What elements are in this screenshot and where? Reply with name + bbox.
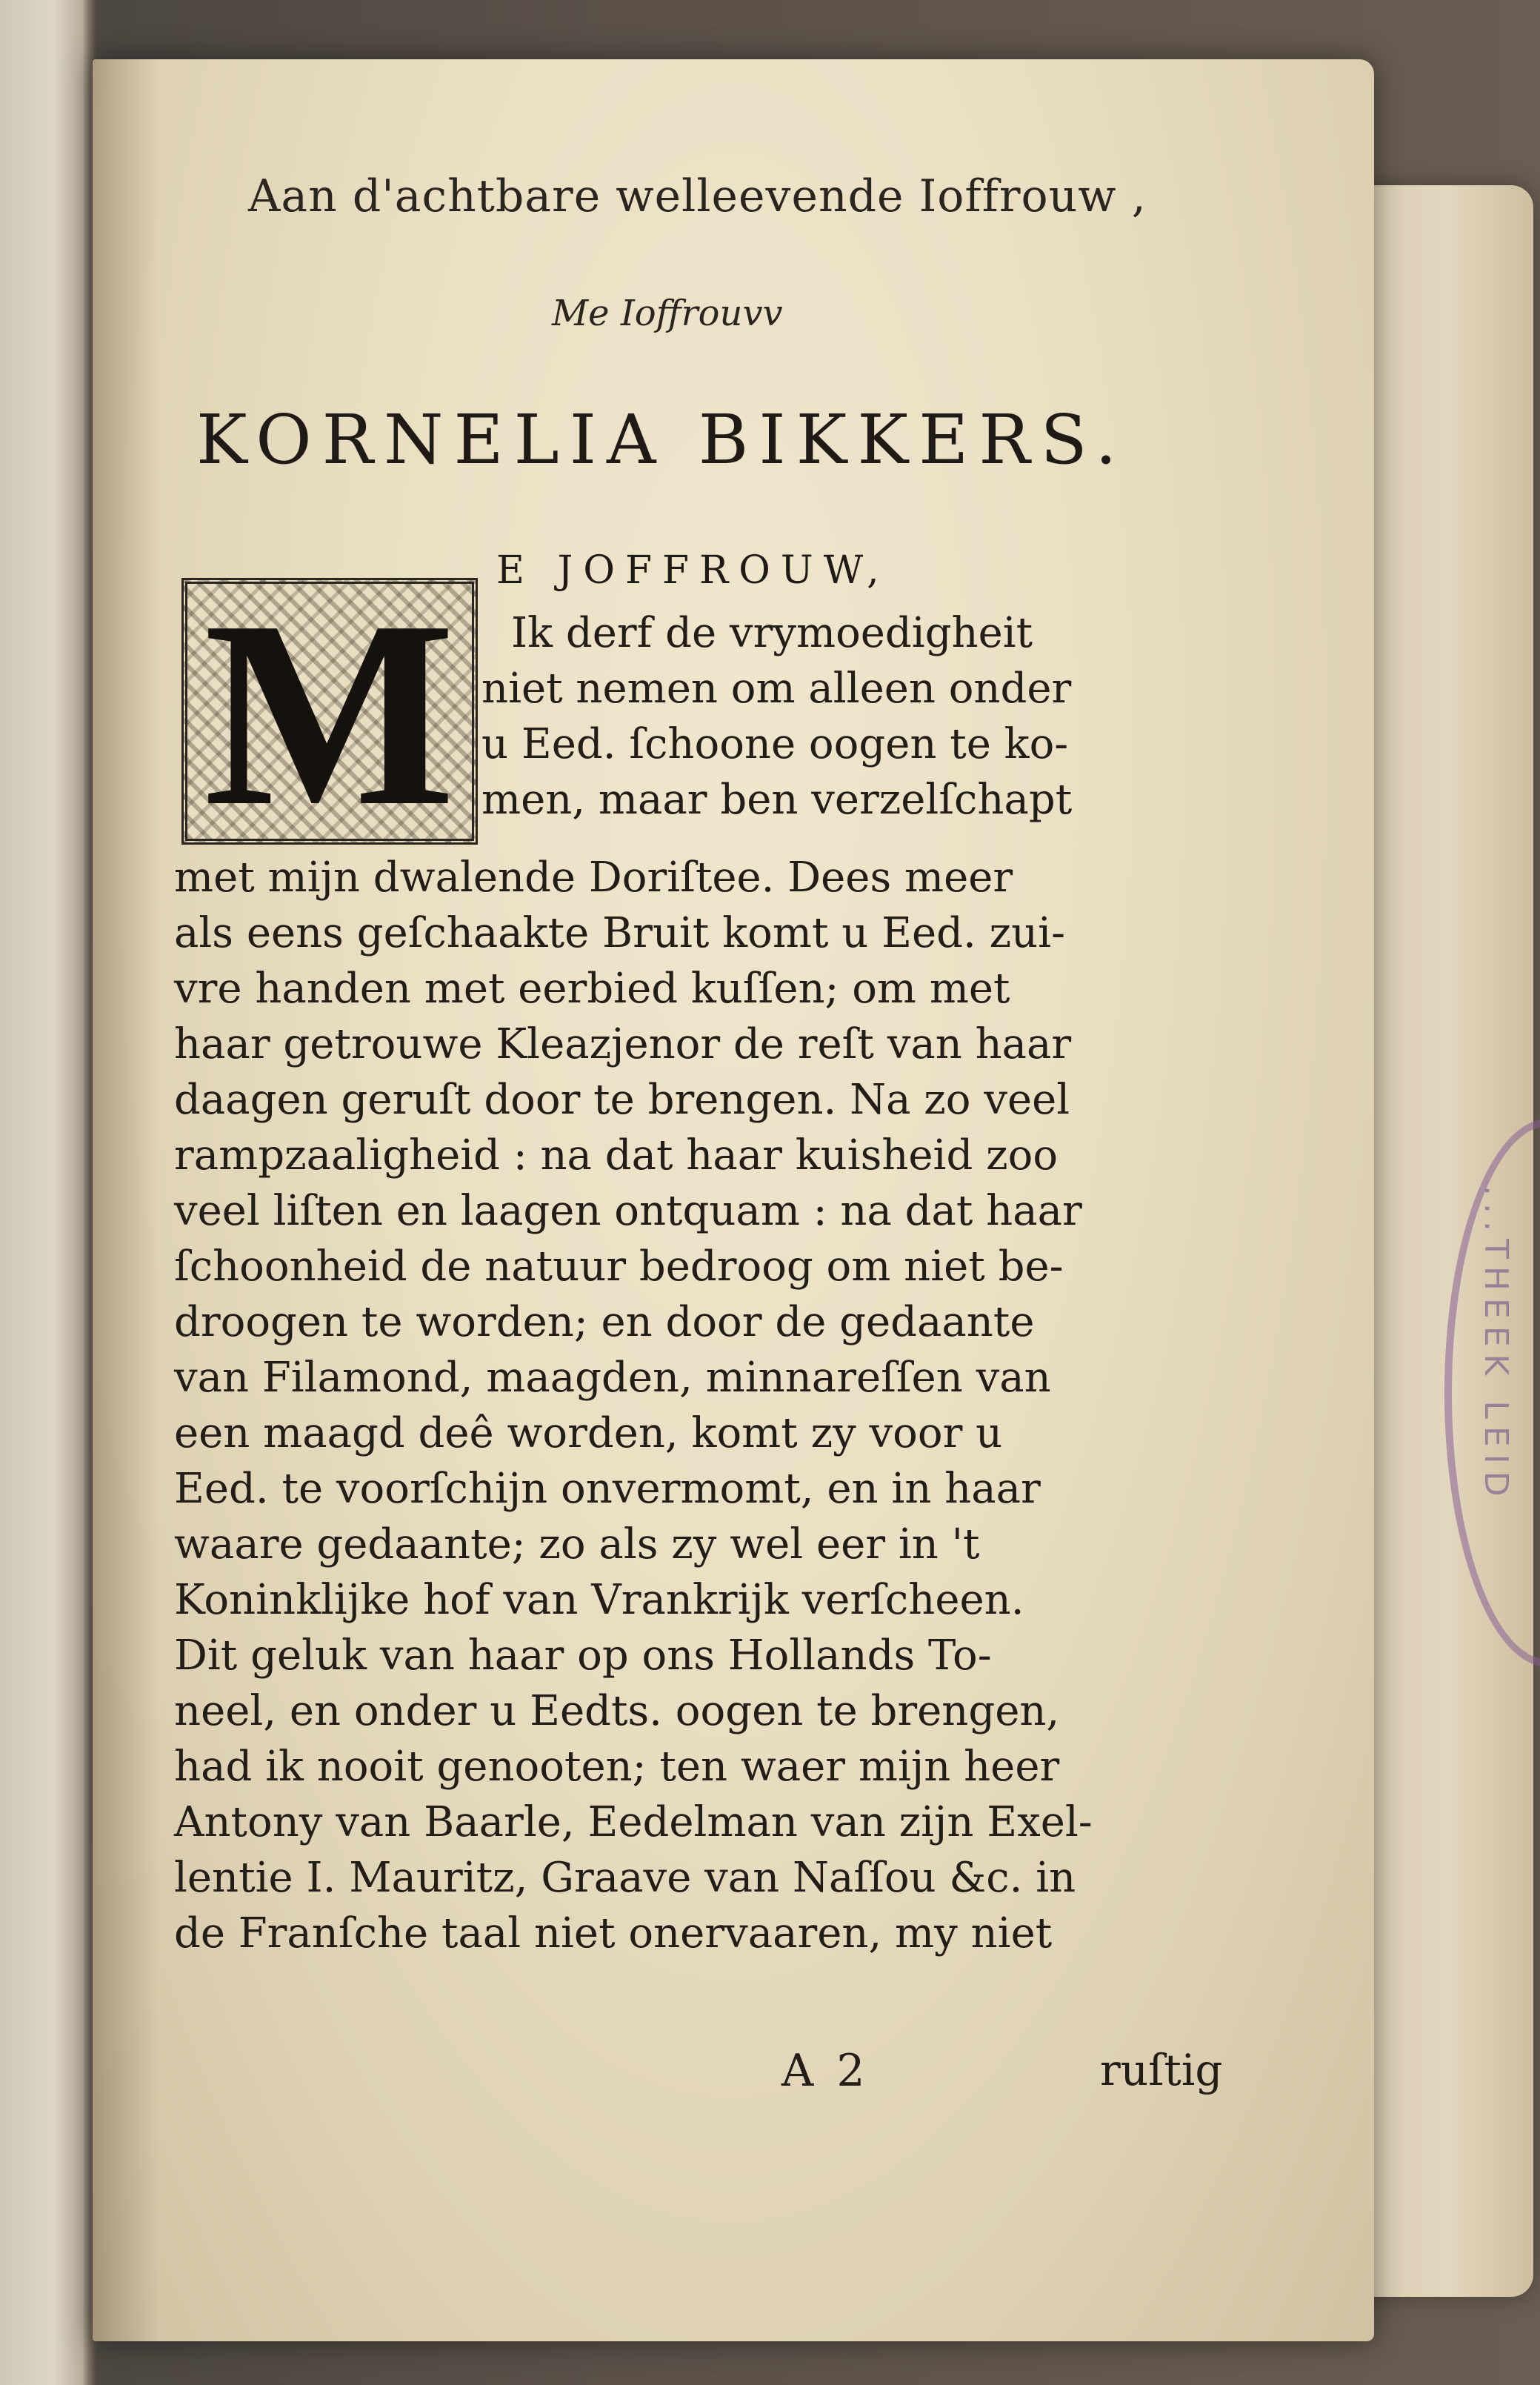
body-line: droogen te worden; en door de gedaante <box>174 1298 1035 1346</box>
body-line: rampzaaligheid : na dat haar kuisheid zoo <box>174 1131 1059 1180</box>
body-line: men, maar ben verzelſchapt <box>481 776 1073 824</box>
body-line: van Filamond, maagden, minnareſſen van <box>174 1354 1051 1402</box>
body-line: neel, en onder u Eedts. oogen te brengen, <box>174 1687 1060 1735</box>
body-line: Koninklijke hof van Vrankrijk verſcheen. <box>174 1576 1024 1624</box>
body-line: Ik derf de vrymoedigheit <box>511 609 1033 657</box>
body-line: Antony van Baarle, Eedelman van zijn Exel- <box>174 1798 1093 1846</box>
body-line: Dit geluk van haar op ons Hollands To- <box>174 1631 992 1680</box>
body-line: veel liſten en laagen ontquam : na dat haar <box>174 1187 1082 1235</box>
facing-page-edge <box>0 0 96 2385</box>
body-line: als eens geſchaakte Bruit komt u Eed. zui- <box>174 909 1066 957</box>
catchword: ruſtig <box>1100 2045 1223 2095</box>
body-line: vre handen met eerbied kuſſen; om met <box>174 965 1010 1013</box>
body-line: ſchoonheid de natuur bedroog om niet be- <box>174 1243 1064 1291</box>
page-title: KORNELIA BIKKERS. <box>196 400 1127 479</box>
body-text <box>93 59 1374 2341</box>
body-line: had ik nooit genooten; ten waer mijn heer <box>174 1743 1060 1791</box>
library-stamp-text: ...THEEK LEID <box>1477 1185 1515 1504</box>
dedication-subheader: Me Ioffrouvv <box>552 293 783 334</box>
dedication-header: Aan d'achtbare welleevende Ioffrouw , <box>248 170 1147 222</box>
body-line: een maagd deê worden, komt zy voor u <box>174 1409 1003 1457</box>
decorated-initial-letter: M <box>204 565 456 861</box>
salutation: E JOFFROUW, <box>496 548 890 593</box>
body-line: lentie I. Mauritz, Graave van Naſſou &c. in <box>174 1854 1076 1902</box>
signature-mark: A 2 <box>781 2045 870 2097</box>
body-line: u Eed. ſchoone oogen te ko- <box>481 720 1069 768</box>
body-line: daagen geruſt door te brengen. Na zo veel <box>174 1076 1070 1124</box>
body-line: Eed. te voorſchijn onvermomt, en in haar <box>174 1465 1041 1513</box>
book-page <box>93 59 1374 2341</box>
body-line: waare gedaante; zo als zy wel eer in 't <box>174 1520 980 1569</box>
body-line: niet nemen om alleen onder <box>481 665 1072 713</box>
body-line: met mijn dwalende Doriſtee. Dees meer <box>174 854 1013 902</box>
body-line: haar getrouwe Kleazjenor de reſt van haar <box>174 1020 1072 1068</box>
body-line: de Franſche taal niet onervaaren, my niet <box>174 1909 1053 1957</box>
